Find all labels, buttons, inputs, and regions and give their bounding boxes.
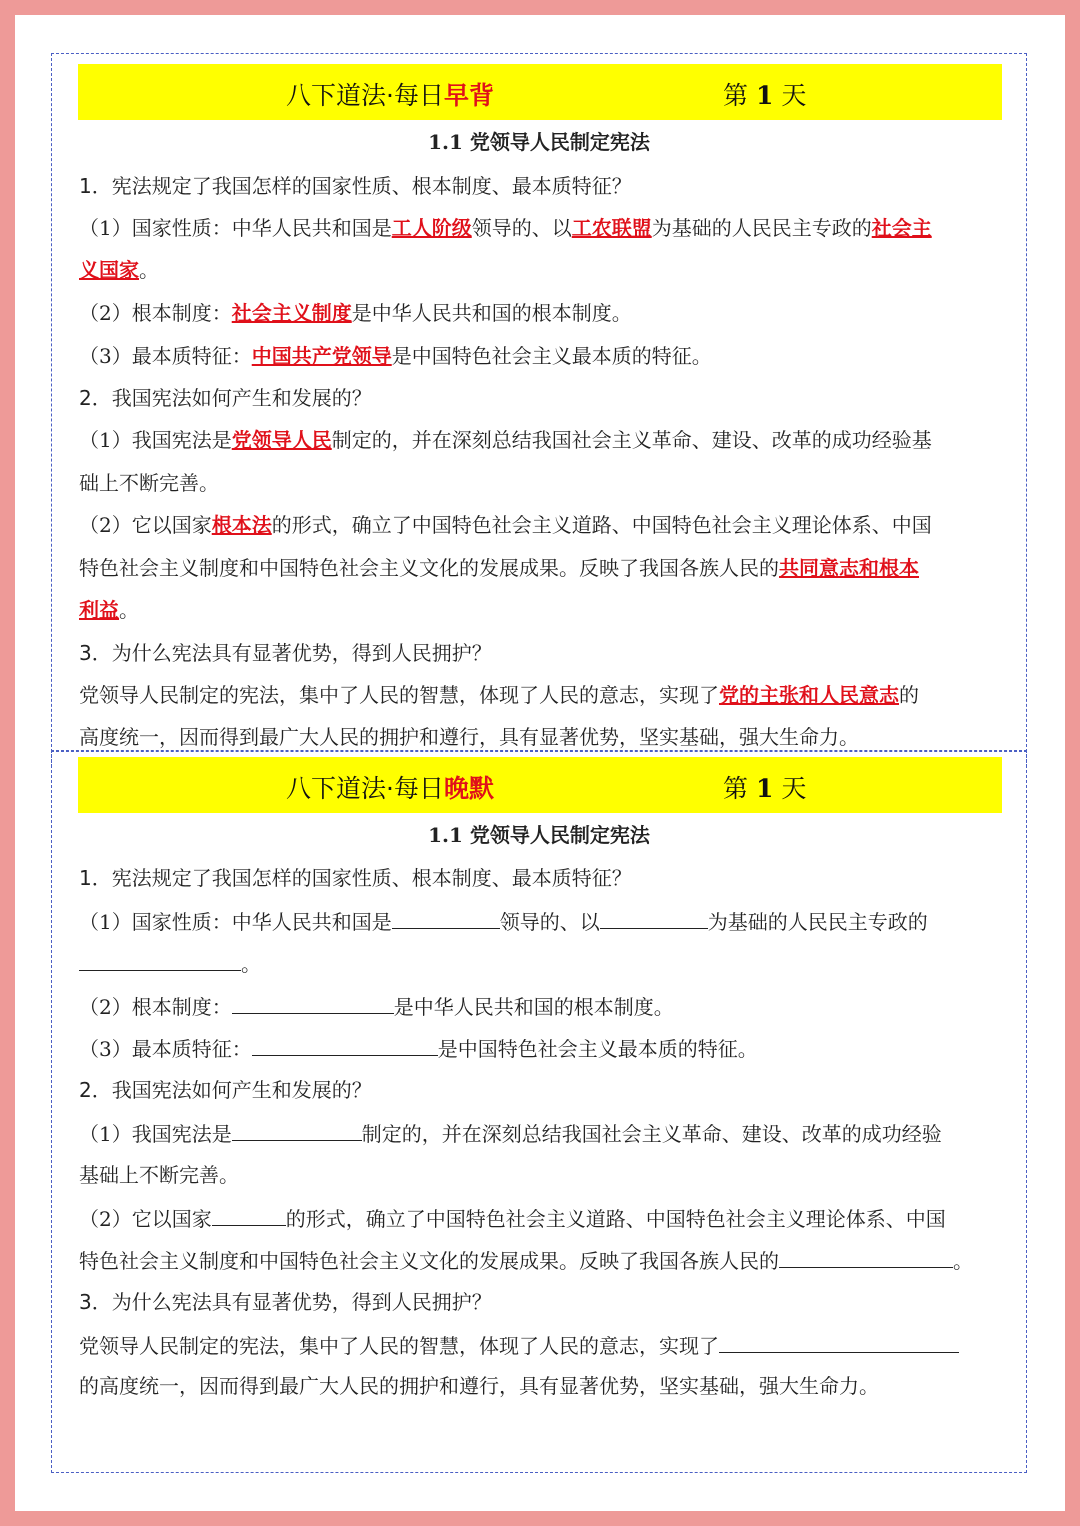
key-term: 社会主 xyxy=(871,216,932,240)
worksheet-page xyxy=(15,15,1065,1511)
day-label: 第 1 天 xyxy=(723,774,807,803)
blank-line-3-cont: 的高度统一，因而得到最广大人民的拥护和遵行，具有显著优势，坚实基础，强大生命力。 xyxy=(79,1374,879,1398)
morning-title-banner xyxy=(78,64,1002,120)
blank-line-1-3: （3）最本质特征： 是中国特色社会主义最本质的特征。 xyxy=(79,1033,758,1063)
key-term: 工人阶级 xyxy=(391,216,472,240)
day-label: 第 1 天 xyxy=(723,81,807,110)
answer-2-2: （2）它以国家根本法的形式，确立了中国特色社会主义道路、中国特色社会主义理论体系、中国 xyxy=(79,513,932,537)
question-2: 2．我国宪法如何产生和发展的？ xyxy=(79,386,372,410)
morning-recite-panel xyxy=(51,53,1027,767)
key-term: 中国共产党领导 xyxy=(251,344,392,368)
blank-line-1-1: （1）国家性质：中华人民共和国是 领导的、以 为基础的人民民主专政的 xyxy=(79,906,928,936)
blank-line-3: 党领导人民制定的宪法，集中了人民的智慧，体现了人民的意志，实现了 xyxy=(79,1330,959,1360)
key-term: 党的主张和人民意志 xyxy=(719,683,899,707)
key-term: 利益 xyxy=(79,598,119,622)
section-subtitle: 1.1 党领导人民制定宪法 xyxy=(428,823,650,847)
answer-2-2-end: 利益。 xyxy=(79,598,139,622)
blank-line-2-1-cont: 基础上不断完善。 xyxy=(79,1163,239,1187)
key-term: 工农联盟 xyxy=(571,216,652,240)
answer-2-2-cont: 特色社会主义制度和中国特色社会主义文化的发展成果。反映了我国各族人民的共同意志和根本 xyxy=(79,556,919,580)
answer-1-2: （2）根本制度：社会主义制度是中华人民共和国的根本制度。 xyxy=(79,301,632,325)
answer-1-1: （1）国家性质：中华人民共和国是工人阶级领导的、以工农联盟为基础的人民民主专政的社会主 xyxy=(79,216,932,240)
answer-1-1-cont: 义国家。 xyxy=(79,258,159,282)
fill-blank[interactable] xyxy=(232,1118,362,1141)
key-term: 根本法 xyxy=(211,513,272,537)
question-1: 1．宪法规定了我国怎样的国家性质、根本制度、最本质特征？ xyxy=(79,866,632,890)
blank-line-1-2: （2）根本制度： 是中华人民共和国的根本制度。 xyxy=(79,991,674,1021)
banner-title: 八下道法·每日早背 xyxy=(286,81,494,110)
fill-blank[interactable] xyxy=(79,948,241,971)
question-1: 1．宪法规定了我国怎样的国家性质、根本制度、最本质特征？ xyxy=(79,174,632,198)
section-subtitle: 1.1 党领导人民制定宪法 xyxy=(428,130,650,154)
fill-blank[interactable] xyxy=(232,991,394,1014)
banner-title: 八下道法·每日晚默 xyxy=(286,774,494,803)
fill-blank[interactable] xyxy=(252,1033,438,1056)
answer-2-1: （1）我国宪法是党领导人民制定的，并在深刻总结我国社会主义革命、建设、改革的成功经验基 xyxy=(79,428,932,452)
fill-blank[interactable] xyxy=(600,906,708,929)
blank-line-2-1: （1）我国宪法是 制定的，并在深刻总结我国社会主义革命、建设、改革的成功经验 xyxy=(79,1118,942,1148)
fill-blank[interactable] xyxy=(779,1245,953,1268)
question-2: 2．我国宪法如何产生和发展的？ xyxy=(79,1078,372,1102)
title-accent: 晚默 xyxy=(443,774,494,803)
evening-dictation-panel xyxy=(51,750,1027,1473)
fill-blank[interactable] xyxy=(719,1330,959,1353)
question-3: 3．为什么宪法具有显著优势，得到人民拥护？ xyxy=(79,1290,492,1314)
title-accent: 早背 xyxy=(443,81,494,110)
key-term: 党领导人民 xyxy=(231,428,332,452)
evening-title-banner xyxy=(78,757,1002,813)
blank-line-1-1-cont: 。 xyxy=(79,948,261,978)
key-term: 义国家 xyxy=(79,258,139,282)
answer-1-3: （3）最本质特征：中国共产党领导是中国特色社会主义最本质的特征。 xyxy=(79,344,712,368)
question-3: 3．为什么宪法具有显著优势，得到人民拥护？ xyxy=(79,641,492,665)
blank-line-2-2: （2）它以国家 的形式，确立了中国特色社会主义道路、中国特色社会主义理论体系、中国 xyxy=(79,1203,946,1233)
fill-blank[interactable] xyxy=(212,1203,286,1226)
blank-line-2-2-cont: 特色社会主义制度和中国特色社会主义文化的发展成果。反映了我国各族人民的 。 xyxy=(79,1245,973,1275)
answer-3-cont: 高度统一，因而得到最广大人民的拥护和遵行，具有显著优势，坚实基础，强大生命力。 xyxy=(79,725,859,749)
key-term: 社会主义制度 xyxy=(231,301,352,325)
fill-blank[interactable] xyxy=(392,906,500,929)
answer-3: 党领导人民制定的宪法，集中了人民的智慧，体现了人民的意志，实现了党的主张和人民意志的 xyxy=(79,683,919,707)
answer-2-1-cont: 础上不断完善。 xyxy=(79,471,219,495)
key-term: 共同意志和根本 xyxy=(779,556,919,580)
